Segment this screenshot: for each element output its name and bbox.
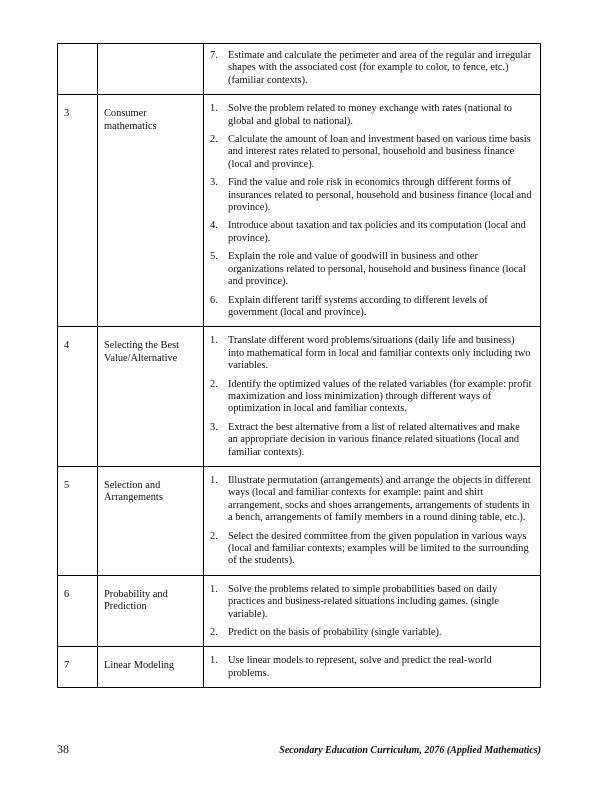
learning-outcomes-cell: [204, 327, 541, 467]
list-item: [210, 422, 532, 459]
row-number: 6: [64, 588, 70, 600]
content-area: Selection and Arrangements: [104, 479, 163, 504]
row-number: 3: [64, 108, 70, 120]
item-number: 1.: [210, 583, 218, 595]
item-text: Select the desired committee from the given population in various ways (local and familiar contexts; examples will be limited to the surrounding of the students).: [228, 530, 529, 567]
row-number-cell: [58, 647, 98, 688]
list-item: [210, 475, 532, 525]
item-number: 3.: [210, 421, 218, 433]
row-number-cell: [58, 95, 98, 327]
item-number: 2.: [210, 378, 218, 390]
row-number-cell: [58, 44, 98, 95]
item-text: Use linear models to represent, solve and predict the real-world problems.: [228, 655, 492, 679]
row-number-cell: [58, 466, 98, 575]
table-row: [58, 466, 541, 575]
item-text: Explain different tariff systems according to different levels of government (local and province).: [228, 294, 488, 318]
table-row: [58, 327, 541, 467]
list-item: [210, 134, 532, 171]
list-item: [210, 103, 532, 128]
content-area-cell: [98, 647, 204, 688]
item-number: 6.: [210, 294, 218, 306]
item-number: 3.: [210, 177, 218, 189]
page-number: 38: [57, 742, 69, 756]
running-title: Secondary Education Curriculum, 2076 (Applied Mathematics): [279, 745, 541, 756]
item-number: 2.: [210, 530, 218, 542]
content-area: Linear Modeling: [104, 660, 175, 672]
row-number-cell: [58, 575, 98, 647]
list-item: [210, 379, 532, 416]
table-row: [58, 575, 541, 647]
table-row: [58, 44, 541, 95]
list-item: [210, 50, 532, 87]
content-area: Consumer mathematics: [104, 108, 157, 132]
learning-outcomes-cell: [204, 575, 541, 647]
item-text: Introduce about taxation and tax policies and its computation (local and province).: [228, 220, 526, 244]
item-text: Predict on the basis of probability (single variable).: [228, 627, 442, 639]
learning-outcomes-cell: [204, 95, 541, 327]
row-number: 5: [64, 479, 70, 491]
list-item: [210, 531, 532, 568]
content-area-cell: [98, 95, 204, 327]
list-item: [210, 584, 532, 621]
outcome-list: [204, 50, 540, 94]
item-number: 2.: [210, 627, 218, 639]
table-row: [58, 95, 541, 327]
learning-outcomes-cell: [204, 44, 541, 95]
list-item: [210, 220, 532, 245]
outcome-list: [204, 95, 540, 326]
content-area: Probability and Prediction: [104, 588, 168, 613]
content-area-cell: [98, 44, 204, 95]
item-text: Solve the problems related to simple probabilities based on daily practices and business-related situations including games. (single variable).: [228, 583, 499, 620]
list-item: [210, 251, 532, 288]
list-item: [210, 177, 532, 214]
curriculum-table: [57, 43, 541, 688]
learning-outcomes-cell: [204, 647, 541, 688]
content-area: Selecting the Best Value/Alternative: [104, 340, 180, 364]
item-number: 1.: [210, 474, 218, 486]
list-item: [210, 295, 532, 320]
item-text: Explain the role and value of goodwill in business and other organizations related to personal, household and business finance (local and province).: [228, 251, 526, 288]
item-number: 5.: [210, 251, 218, 263]
item-number: 1.: [210, 335, 218, 347]
row-number: 7: [64, 660, 70, 672]
page-footer: [57, 742, 541, 757]
item-number: 1.: [210, 655, 218, 667]
item-text: Extract the best alternative from a list of related alternatives and make an appropriate decision in various finance related situations (local and familiar contexts).: [228, 421, 520, 458]
learning-outcomes-cell: [204, 466, 541, 575]
item-text: Estimate and calculate the perimeter and area of the regular and irregular shapes with the associated cost (for example to color, to fence, etc.) (familiar contexts).: [228, 50, 532, 86]
item-number: 4.: [210, 220, 218, 232]
item-text: Solve the problem related to money exchange with rates (national to global and global to national).: [228, 103, 512, 127]
item-text: Find the value and role risk in economics through different forms of insurances related to personal, household and business finance (local and province).: [228, 177, 532, 214]
outcome-list: [204, 576, 540, 647]
item-text: Translate different word problems/situations (daily life and business) into mathematical form in local and familiar contexts only including two variables.: [228, 335, 531, 372]
row-number: 4: [64, 340, 70, 352]
list-item: [210, 335, 532, 372]
item-number: 7.: [210, 50, 218, 61]
row-number: [58, 44, 97, 57]
row-number-cell: [58, 327, 98, 467]
item-text: Calculate the amount of loan and investment based on various time basis and interest rates related to personal, household and business finance (local and province).: [228, 134, 531, 170]
item-text: Identify the optimized values of the related variables (for example: profit maximization and loss minimization) through different ways of optimization in local and familiar contexts.: [228, 378, 532, 415]
outcome-list: [204, 647, 540, 687]
table-row: [58, 647, 541, 688]
content-area-cell: [98, 466, 204, 575]
content-area: [98, 44, 203, 57]
outcome-list: [204, 327, 540, 466]
item-number: 1.: [210, 103, 218, 115]
list-item: [210, 655, 532, 680]
outcome-list: [204, 467, 540, 575]
content-area-cell: [98, 327, 204, 467]
content-area-cell: [98, 575, 204, 647]
item-text: Illustrate permutation (arrangements) and arrange the objects in different ways (local and familiar contexts for example: paint and shirt arrangement, socks and shoes arrangements, arrangements of students in a bench, arrangements of family members in a round dining table, etc.).: [228, 474, 531, 524]
list-item: [210, 627, 532, 639]
item-number: 2.: [210, 134, 218, 146]
